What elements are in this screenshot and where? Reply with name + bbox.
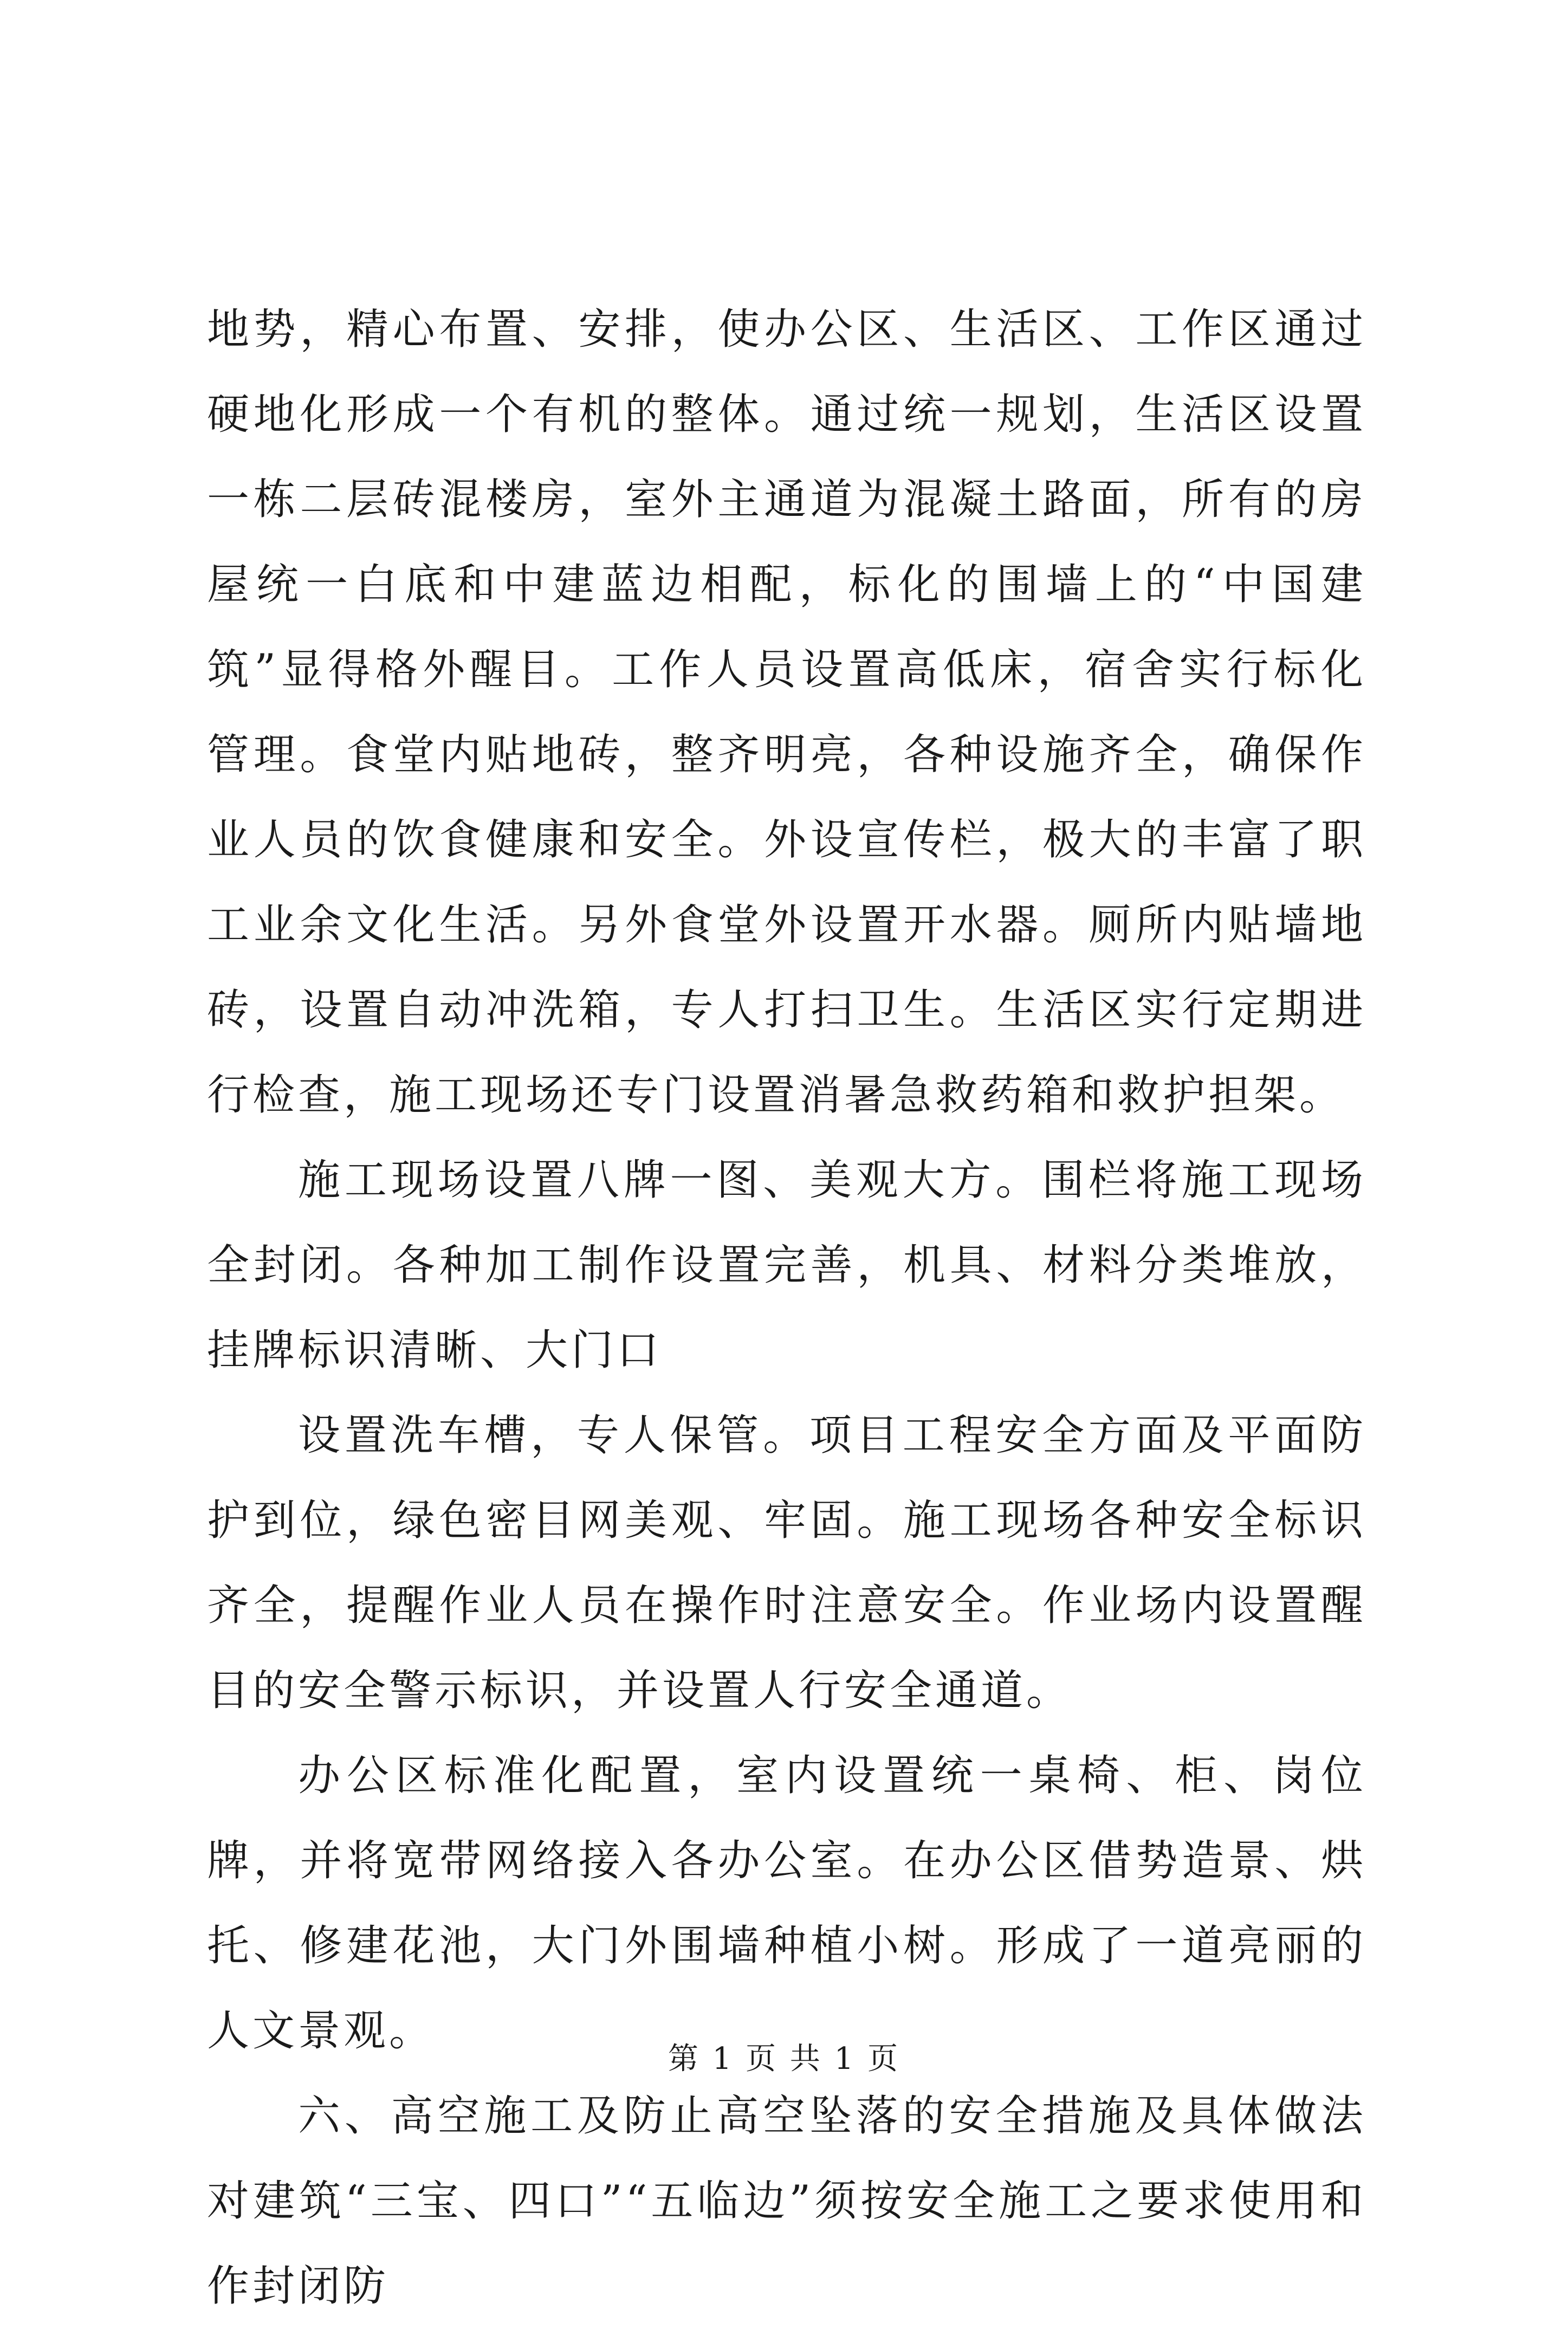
paragraph-high-altitude-safety: 六、高空施工及防止高空坠落的安全措施及具体做法对建筑“三宝、四口”“五临边”须按安全施工之要求使用和作封闭防 — [207, 2092, 1366, 2311]
paragraph-site-signage: 施工现场设置八牌一图、美观大方。围栏将施工现场全封闭。各种加工制作设置完善，机具、材料分类堆放，挂牌标识清晰、大门口 — [207, 1156, 1366, 1375]
page-number-footer: 第 1 页 共 1 页 — [668, 2041, 900, 2076]
paragraph-car-wash-safety: 设置洗车槽，专人保管。项目工程安全方面及平面防护到位，绿色密目网美观、牢固。施工现场各种安全标识齐全，提醒作业人员在操作时注意安全。作业场内设置醒目的安全警示标识，并设置人行安全通道。 — [207, 1411, 1366, 1715]
document-body — [207, 287, 1366, 2329]
paragraph-living-area: 地势，精心布置、安排，使办公区、生活区、工作区通过硬地化形成一个有机的整体。通过统一规划，生活区设置一栋二层砖混楼房，室外主通道为混凝土路面，所有的房屋统一白底和中建蓝边相配，标化的围墙上的“中国建筑”显得格外醒目。工作人员设置高低床，宿舍实行标化管理。食堂内贴地砖，整齐明亮，各种设施齐全，确保作业人员的饮食健康和安全。外设宣传栏，极大的丰富了职工业余文化生活。另外食堂外设置开水器。厕所内贴墙地砖，设置自动冲洗箱，专人打扫卫生。生活区实行定期进行检查，施工现场还专门设置消暑急救药箱和救护担架。 — [207, 305, 1366, 1120]
paragraph-office-area: 办公区标准化配置，室内设置统一桌椅、柜、岗位牌，并将宽带网络接入各办公室。在办公区借势造景、烘托、修建花池，大门外围墙种植小树。形成了一道亮丽的人文景观。 — [207, 1751, 1366, 2055]
